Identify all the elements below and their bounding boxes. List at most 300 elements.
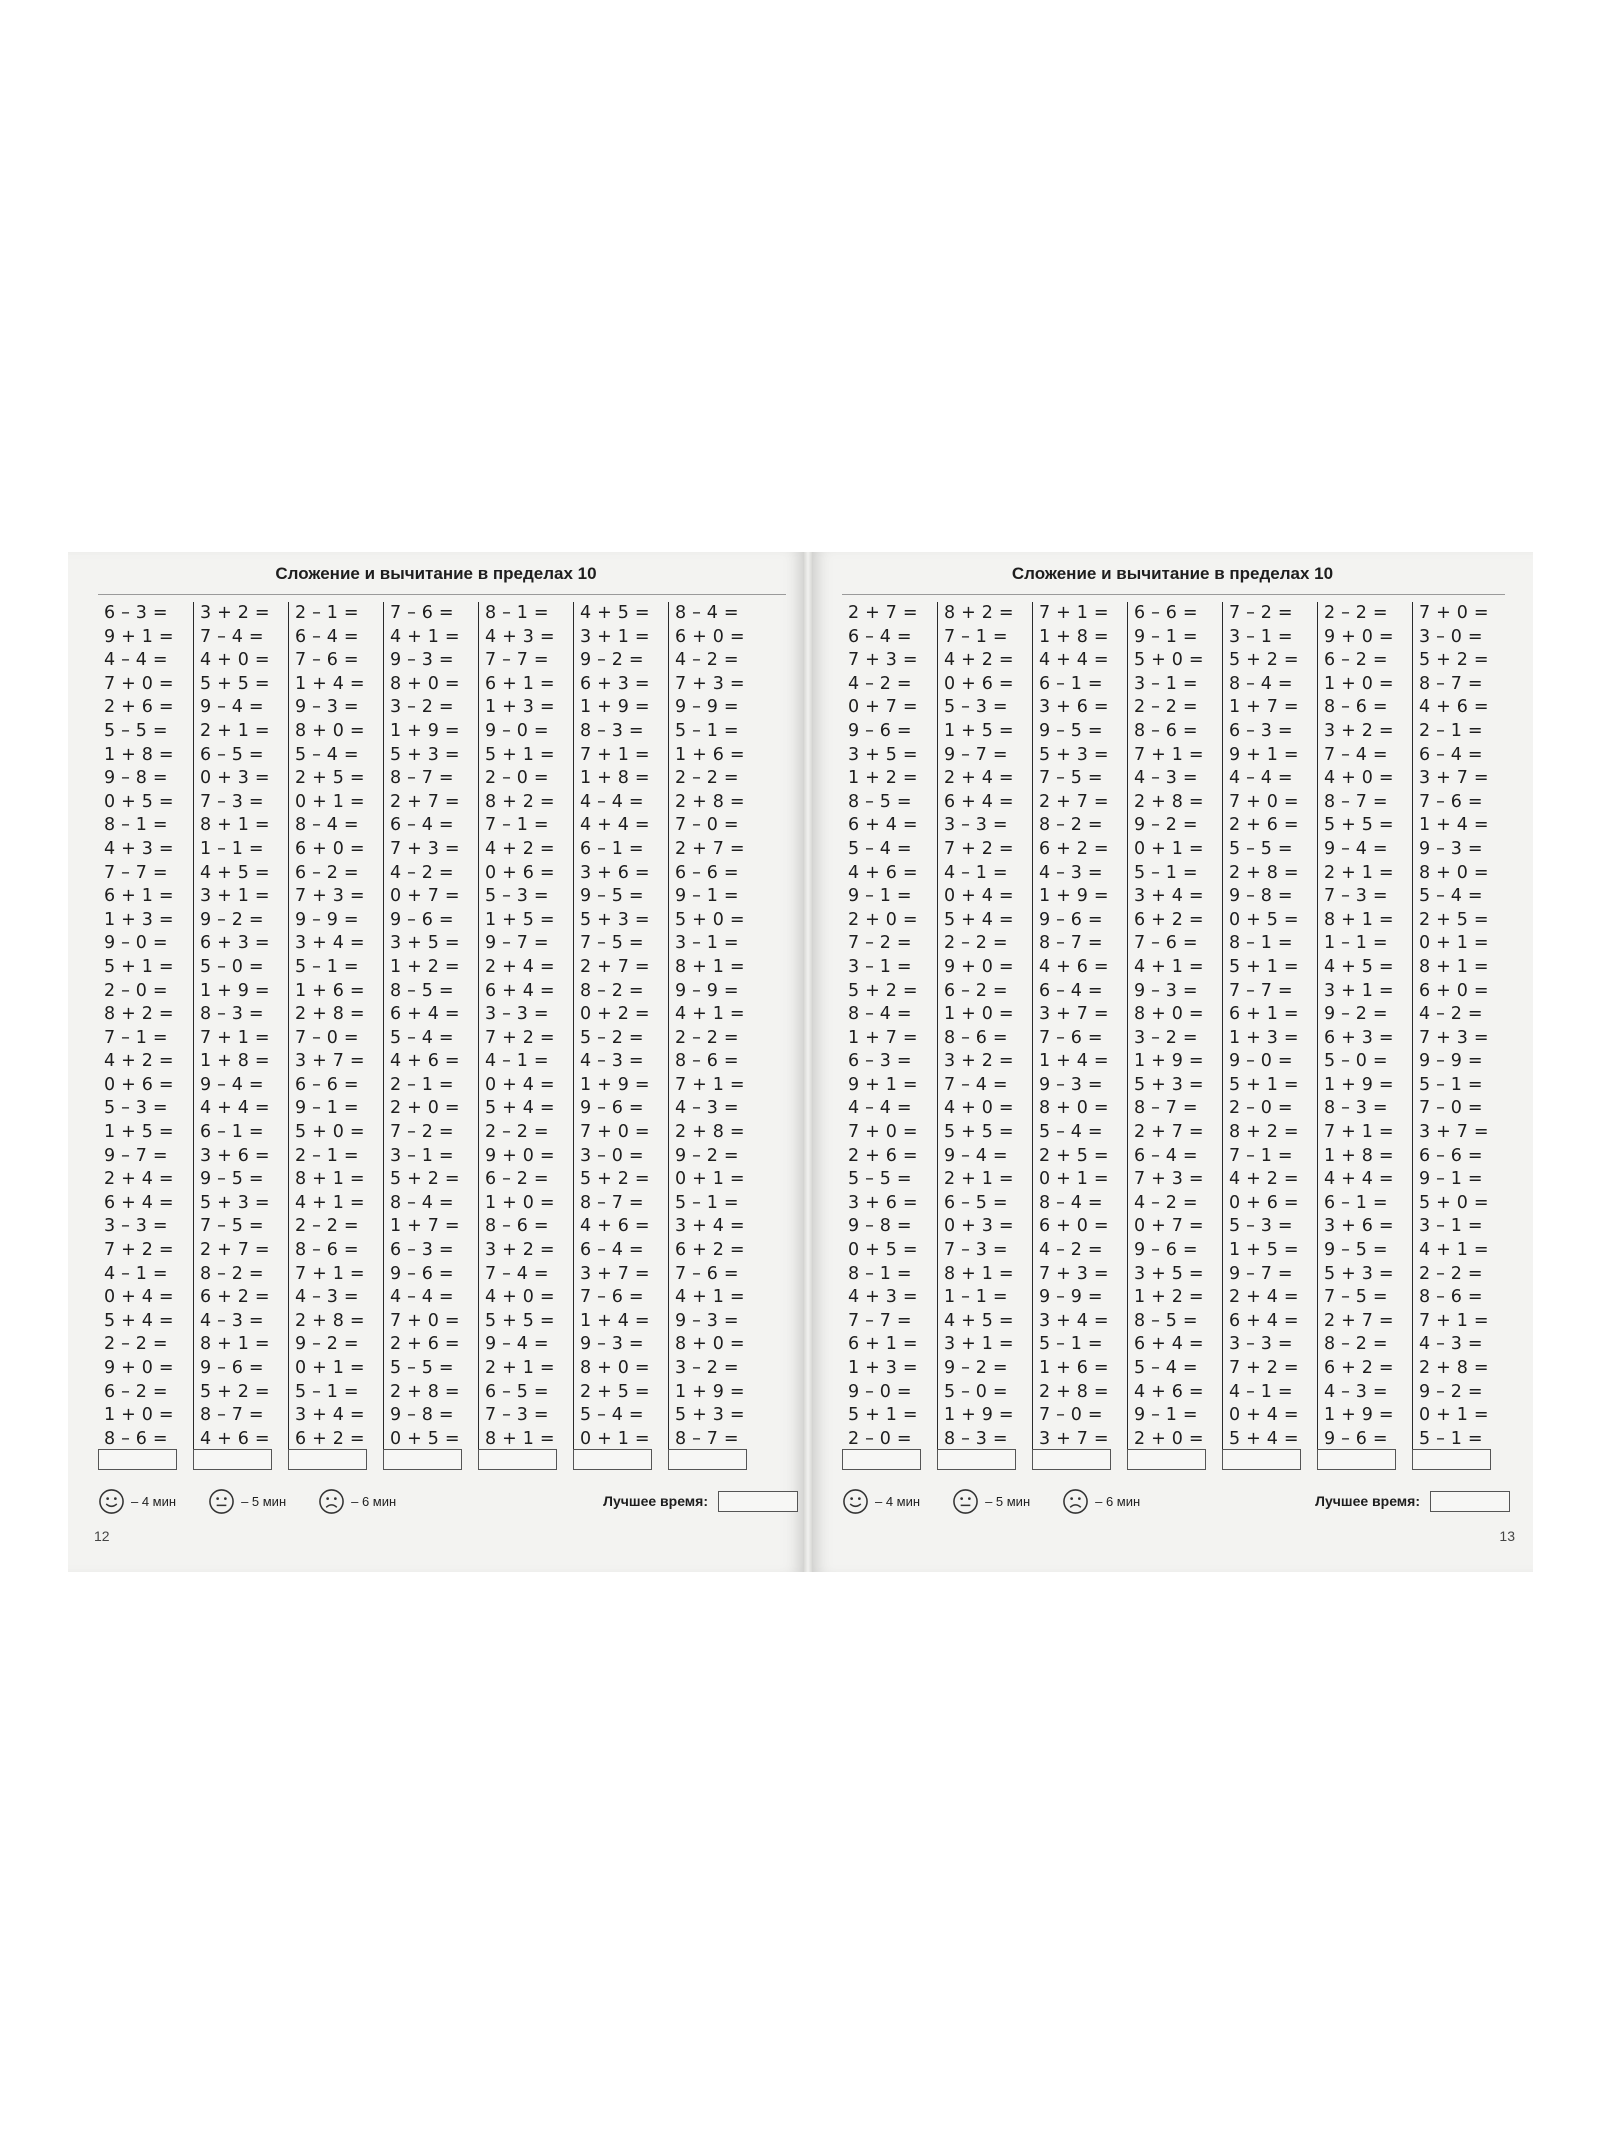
exercise: 0 + 1 =	[675, 1169, 745, 1190]
book-spread	[68, 552, 1533, 1572]
exercise: 7 + 1 =	[1039, 603, 1109, 623]
exercise: 4 + 6 =	[390, 1051, 460, 1072]
exercise: 2 – 2 =	[1324, 603, 1388, 623]
exercise: 8 – 7 =	[1039, 933, 1103, 954]
exercise: 6 – 2 =	[295, 862, 359, 883]
exercise: 9 + 0 =	[485, 1145, 555, 1166]
exercise: 4 – 3 =	[295, 1287, 359, 1308]
exercise: 3 + 2 =	[485, 1240, 555, 1261]
exercise: 8 – 1 =	[1229, 933, 1293, 954]
exercise: 2 + 7 =	[848, 603, 918, 623]
exercise: 7 – 6 =	[390, 603, 454, 623]
time-box[interactable]	[193, 1449, 272, 1470]
time-box[interactable]	[478, 1449, 557, 1470]
exercise: 8 – 4 =	[390, 1192, 454, 1213]
exercise: 9 – 4 =	[485, 1334, 549, 1355]
exercise: 1 + 0 =	[485, 1192, 555, 1213]
happy-face-icon	[98, 1488, 125, 1515]
exercise: 6 – 2 =	[944, 980, 1008, 1001]
exercise: 2 + 8 =	[675, 1122, 745, 1143]
exercise: 2 + 1 =	[200, 720, 270, 741]
exercise: 2 – 0 =	[848, 1428, 912, 1449]
exercise: 9 – 8 =	[1229, 886, 1293, 907]
exercise: 9 – 8 =	[848, 1216, 912, 1237]
exercise: 9 – 8 =	[390, 1405, 454, 1426]
legend-label: – 6 мин	[1095, 1493, 1141, 1509]
exercise: 2 + 1 =	[1324, 862, 1394, 883]
exercise: 7 + 1 =	[295, 1263, 365, 1284]
exercise: 5 + 0 =	[295, 1122, 365, 1143]
exercise: 7 – 1 =	[104, 1027, 168, 1048]
exercise: 5 – 0 =	[1324, 1051, 1388, 1072]
exercise: 8 – 3 =	[580, 720, 644, 741]
exercise: 9 – 6 =	[1134, 1240, 1198, 1261]
time-legend	[842, 1486, 1510, 1516]
exercise: 4 + 1 =	[295, 1192, 365, 1213]
exercise: 1 + 8 =	[580, 768, 650, 789]
exercise: 2 + 4 =	[485, 956, 555, 977]
exercise: 0 + 6 =	[1229, 1192, 1299, 1213]
exercise: 8 + 1 =	[675, 956, 745, 977]
exercise: 9 – 7 =	[485, 933, 549, 954]
exercise: 7 – 6 =	[1039, 1027, 1103, 1048]
exercise: 9 – 9 =	[295, 909, 359, 930]
exercise: 3 – 2 =	[1134, 1027, 1198, 1048]
exercise: 0 + 5 =	[1229, 909, 1299, 930]
exercise: 3 + 7 =	[1039, 1004, 1109, 1025]
exercise: 1 + 9 =	[1324, 1405, 1394, 1426]
exercise-column	[668, 602, 763, 1451]
exercise: 3 – 2 =	[390, 697, 454, 718]
exercise: 2 + 0 =	[1134, 1428, 1204, 1449]
exercise: 4 + 6 =	[1039, 956, 1109, 977]
exercise: 1 + 3 =	[848, 1358, 918, 1378]
exercise: 9 – 6 =	[1039, 909, 1103, 930]
exercise: 4 + 4 =	[1324, 1169, 1394, 1190]
exercise: 0 + 1 =	[1039, 1169, 1109, 1190]
exercise: 9 – 1 =	[295, 1098, 359, 1119]
exercise: 8 – 4 =	[848, 1004, 912, 1025]
exercise: 6 – 1 =	[1324, 1192, 1388, 1213]
exercise: 2 – 2 =	[944, 933, 1008, 954]
exercise: 7 – 4 =	[200, 626, 264, 647]
exercise: 6 + 4 =	[1134, 1334, 1204, 1355]
exercise: 6 – 4 =	[1134, 1145, 1198, 1166]
exercise: 9 – 7 =	[944, 744, 1008, 765]
time-box[interactable]	[1412, 1449, 1491, 1470]
exercise: 1 + 5 =	[944, 720, 1014, 741]
exercise: 5 – 1 =	[1134, 862, 1198, 883]
exercise: 9 – 6 =	[390, 1263, 454, 1284]
exercise: 1 + 9 =	[1039, 886, 1109, 907]
exercise: 5 – 3 =	[1229, 1216, 1293, 1237]
legend-label: – 5 мин	[985, 1493, 1031, 1509]
exercise: 1 – 1 =	[1324, 933, 1388, 954]
time-box[interactable]	[1317, 1449, 1396, 1470]
exercise: 8 + 0 =	[295, 720, 365, 741]
exercise: 7 – 6 =	[1134, 933, 1198, 954]
exercise: 9 – 0 =	[485, 720, 549, 741]
exercise: 8 – 6 =	[1134, 720, 1198, 741]
exercise: 5 + 0 =	[675, 909, 745, 930]
exercise: 3 – 1 =	[390, 1145, 454, 1166]
exercise: 9 – 1 =	[675, 886, 739, 907]
exercise: 9 – 3 =	[1134, 980, 1198, 1001]
exercise: 2 + 1 =	[485, 1358, 555, 1378]
exercise: 2 – 2 =	[675, 1027, 739, 1048]
time-box[interactable]	[842, 1449, 921, 1470]
exercise: 7 – 0 =	[1419, 1098, 1483, 1119]
exercise: 6 – 3 =	[390, 1240, 454, 1261]
exercise: 1 – 1 =	[944, 1287, 1008, 1308]
exercise: 9 – 2 =	[295, 1334, 359, 1355]
exercise: 6 – 5 =	[944, 1192, 1008, 1213]
exercise: 2 + 6 =	[390, 1334, 460, 1355]
exercise: 7 – 5 =	[200, 1216, 264, 1237]
exercise: 8 – 3 =	[200, 1004, 264, 1025]
exercise: 6 – 4 =	[580, 1240, 644, 1261]
exercise: 5 – 1 =	[295, 956, 359, 977]
exercise: 4 – 1 =	[104, 1263, 168, 1284]
exercise: 4 – 4 =	[848, 1098, 912, 1119]
time-box[interactable]	[383, 1449, 462, 1470]
exercise: 5 – 1 =	[295, 1381, 359, 1402]
exercise: 1 + 9 =	[580, 697, 650, 718]
exercise: 6 – 3 =	[104, 603, 168, 623]
exercise: 8 + 2 =	[485, 791, 555, 812]
exercise: 7 + 3 =	[848, 650, 918, 671]
exercise: 4 – 4 =	[1229, 768, 1293, 789]
exercise: 6 – 2 =	[485, 1169, 549, 1190]
exercise: 7 + 2 =	[485, 1027, 555, 1048]
exercise: 4 + 1 =	[390, 626, 460, 647]
exercise: 8 – 4 =	[1039, 1192, 1103, 1213]
exercise: 9 – 3 =	[1039, 1074, 1103, 1095]
exercise: 4 – 2 =	[848, 673, 912, 694]
exercise: 4 + 5 =	[1324, 956, 1394, 977]
exercise: 8 + 0 =	[1419, 862, 1489, 883]
exercise: 7 – 1 =	[1229, 1145, 1293, 1166]
exercise: 4 – 4 =	[390, 1287, 454, 1308]
exercise: 7 + 3 =	[295, 886, 365, 907]
exercise: 3 – 3 =	[485, 1004, 549, 1025]
exercise: 9 – 1 =	[1134, 1405, 1198, 1426]
exercise: 8 + 0 =	[1134, 1004, 1204, 1025]
exercise: 9 – 3 =	[390, 650, 454, 671]
exercise: 8 – 7 =	[200, 1405, 264, 1426]
exercise: 2 + 0 =	[848, 909, 918, 930]
exercise: 2 + 8 =	[295, 1310, 365, 1331]
exercise: 3 + 1 =	[200, 886, 270, 907]
exercise: 1 + 9 =	[390, 720, 460, 741]
exercise: 8 – 7 =	[390, 768, 454, 789]
page-number: 12	[94, 1528, 110, 1544]
exercise: 8 – 1 =	[848, 1263, 912, 1284]
exercise: 0 + 1 =	[1134, 838, 1204, 859]
exercise: 3 + 6 =	[848, 1192, 918, 1213]
exercise: 9 – 2 =	[580, 650, 644, 671]
exercise: 2 + 4 =	[1229, 1287, 1299, 1308]
exercise: 7 – 3 =	[200, 791, 264, 812]
exercise: 4 + 2 =	[485, 838, 555, 859]
exercise: 9 – 9 =	[1039, 1287, 1103, 1308]
exercise: 7 – 4 =	[485, 1263, 549, 1284]
exercise: 9 – 6 =	[390, 909, 454, 930]
exercise-column	[1412, 602, 1507, 1451]
exercise: 1 + 4 =	[295, 673, 365, 694]
exercise: 9 + 1 =	[1229, 744, 1299, 765]
exercise: 2 – 2 =	[104, 1334, 168, 1355]
time-box[interactable]	[288, 1449, 367, 1470]
exercise: 3 + 5 =	[1134, 1263, 1204, 1284]
sad-face-icon	[318, 1488, 345, 1515]
exercise: 6 + 2 =	[1324, 1358, 1394, 1378]
title-divider	[98, 594, 786, 595]
exercise: 5 – 4 =	[848, 838, 912, 859]
page-number: 13	[1499, 1528, 1515, 1544]
exercise: 4 + 6 =	[200, 1428, 270, 1449]
exercise: 6 + 4 =	[485, 980, 555, 1001]
exercise-column	[573, 602, 668, 1451]
exercise: 8 + 1 =	[1419, 956, 1489, 977]
exercise: 6 + 1 =	[848, 1334, 918, 1355]
exercise: 6 + 2 =	[1039, 838, 1109, 859]
exercise: 6 + 2 =	[200, 1287, 270, 1308]
exercise: 4 + 0 =	[485, 1287, 555, 1308]
exercise: 4 + 1 =	[675, 1004, 745, 1025]
exercise: 8 – 1 =	[485, 603, 549, 623]
exercise: 8 + 1 =	[944, 1263, 1014, 1284]
exercise: 3 + 6 =	[200, 1145, 270, 1166]
exercise: 6 – 6 =	[675, 862, 739, 883]
exercise: 3 + 6 =	[1039, 697, 1109, 718]
exercise: 1 + 8 =	[200, 1051, 270, 1072]
exercise: 1 + 5 =	[485, 909, 555, 930]
time-box[interactable]	[937, 1449, 1016, 1470]
exercise: 6 – 6 =	[295, 1074, 359, 1095]
exercise: 1 + 0 =	[944, 1004, 1014, 1025]
exercise: 6 + 4 =	[848, 815, 918, 836]
exercise: 9 – 3 =	[675, 1310, 739, 1331]
exercise: 8 – 2 =	[1324, 1334, 1388, 1355]
exercise: 5 + 4 =	[1229, 1428, 1299, 1449]
exercise: 4 + 6 =	[1419, 697, 1489, 718]
exercise: 2 + 4 =	[944, 768, 1014, 789]
exercise: 7 – 7 =	[1229, 980, 1293, 1001]
exercise: 4 – 3 =	[675, 1098, 739, 1119]
exercise: 1 + 2 =	[1134, 1287, 1204, 1308]
best-time-label: Лучшее время:	[603, 1493, 708, 1509]
exercise: 5 + 4 =	[944, 909, 1014, 930]
exercise: 0 + 1 =	[295, 791, 365, 812]
exercise: 4 + 3 =	[104, 838, 174, 859]
exercise: 9 – 4 =	[200, 1074, 264, 1095]
exercise: 3 + 7 =	[1039, 1428, 1109, 1449]
exercise: 7 + 2 =	[104, 1240, 174, 1261]
exercise-column	[1222, 602, 1317, 1451]
exercise: 7 – 5 =	[580, 933, 644, 954]
exercise: 7 – 1 =	[485, 815, 549, 836]
exercise: 5 + 2 =	[200, 1381, 270, 1402]
exercise: 8 – 7 =	[580, 1192, 644, 1213]
exercise: 2 + 8 =	[1229, 862, 1299, 883]
exercise: 7 – 2 =	[1229, 603, 1293, 623]
exercise: 9 – 0 =	[1229, 1051, 1293, 1072]
exercise: 1 + 0 =	[1324, 673, 1394, 694]
exercise: 5 – 4 =	[1134, 1358, 1198, 1378]
exercise: 6 – 4 =	[390, 815, 454, 836]
exercise: 5 + 3 =	[1134, 1074, 1204, 1095]
exercise: 5 – 3 =	[485, 886, 549, 907]
exercise: 7 + 0 =	[580, 1122, 650, 1143]
exercise: 4 + 0 =	[1324, 768, 1394, 789]
exercise: 7 – 2 =	[848, 933, 912, 954]
exercise: 3 – 3 =	[1229, 1334, 1293, 1355]
legend-label: – 6 мин	[351, 1493, 397, 1509]
exercise: 4 – 3 =	[580, 1051, 644, 1072]
exercise: 9 – 9 =	[1419, 1051, 1483, 1072]
exercise: 8 – 6 =	[295, 1240, 359, 1261]
exercise: 6 – 5 =	[200, 744, 264, 765]
exercise: 5 + 5 =	[1324, 815, 1394, 836]
time-box[interactable]	[573, 1449, 652, 1470]
exercise: 5 – 0 =	[200, 956, 264, 977]
exercise: 3 + 4 =	[675, 1216, 745, 1237]
exercise: 9 – 5 =	[1039, 720, 1103, 741]
exercise: 4 – 1 =	[944, 862, 1008, 883]
time-box[interactable]	[98, 1449, 177, 1470]
exercise: 5 + 2 =	[1229, 650, 1299, 671]
best-time-box[interactable]	[1430, 1491, 1510, 1512]
time-box[interactable]	[1222, 1449, 1301, 1470]
exercise: 8 – 2 =	[200, 1263, 264, 1284]
exercise: 1 + 4 =	[1039, 1051, 1109, 1072]
exercise: 8 + 1 =	[485, 1428, 555, 1449]
exercise: 2 + 7 =	[1039, 791, 1109, 812]
exercise: 3 + 1 =	[944, 1334, 1014, 1355]
exercise: 4 – 1 =	[485, 1051, 549, 1072]
exercise-column	[98, 602, 193, 1451]
exercise: 2 + 8 =	[295, 1004, 365, 1025]
exercise: 1 + 3 =	[104, 909, 174, 930]
exercise: 7 – 7 =	[104, 862, 168, 883]
exercise: 9 – 6 =	[200, 1358, 264, 1378]
exercise: 2 + 8 =	[1134, 791, 1204, 812]
exercise: 2 – 0 =	[485, 768, 549, 789]
exercise: 6 – 1 =	[580, 838, 644, 859]
exercise: 9 – 6 =	[1324, 1428, 1388, 1449]
exercise: 3 + 4 =	[1039, 1310, 1109, 1331]
exercise: 7 – 6 =	[580, 1287, 644, 1308]
exercise: 8 + 1 =	[200, 815, 270, 836]
exercise: 1 – 1 =	[200, 838, 264, 859]
exercise: 4 + 2 =	[944, 650, 1014, 671]
exercise: 4 – 2 =	[675, 650, 739, 671]
exercise: 8 – 2 =	[580, 980, 644, 1001]
exercise: 4 + 5 =	[580, 603, 650, 623]
exercise: 5 – 1 =	[1039, 1334, 1103, 1355]
exercise: 3 + 1 =	[1324, 980, 1394, 1001]
exercise-column	[842, 602, 937, 1451]
exercise: 9 – 6 =	[580, 1098, 644, 1119]
exercise: 5 + 5 =	[485, 1310, 555, 1331]
best-time-label: Лучшее время:	[1315, 1493, 1420, 1509]
exercise: 1 + 0 =	[104, 1405, 174, 1426]
exercise: 4 + 1 =	[675, 1287, 745, 1308]
time-box[interactable]	[1127, 1449, 1206, 1470]
exercise: 6 + 4 =	[104, 1192, 174, 1213]
exercise: 8 + 0 =	[1039, 1098, 1109, 1119]
exercise: 9 – 2 =	[675, 1145, 739, 1166]
exercise: 7 – 3 =	[485, 1405, 549, 1426]
exercise: 1 + 3 =	[485, 697, 555, 718]
exercise: 4 – 2 =	[390, 862, 454, 883]
exercise: 7 – 7 =	[485, 650, 549, 671]
time-box[interactable]	[668, 1449, 747, 1470]
exercise: 3 + 7 =	[295, 1051, 365, 1072]
exercise: 5 – 1 =	[1419, 1428, 1483, 1449]
legend-item	[208, 1488, 286, 1515]
exercise: 7 + 0 =	[104, 673, 174, 694]
exercise: 1 + 4 =	[580, 1310, 650, 1331]
legend-item	[98, 1488, 176, 1515]
exercise: 8 + 0 =	[675, 1334, 745, 1355]
exercise: 1 + 6 =	[1039, 1358, 1109, 1378]
exercise: 8 – 3 =	[1324, 1098, 1388, 1119]
exercise: 2 + 6 =	[1229, 815, 1299, 836]
exercise: 7 + 1 =	[1134, 744, 1204, 765]
exercise: 0 + 1 =	[1419, 1405, 1489, 1426]
neutral-face-icon	[208, 1488, 235, 1515]
exercise: 6 + 2 =	[295, 1428, 365, 1449]
exercise: 2 – 0 =	[104, 980, 168, 1001]
exercise: 8 – 7 =	[1134, 1098, 1198, 1119]
exercise: 0 + 1 =	[1419, 933, 1489, 954]
exercise: 9 – 7 =	[104, 1145, 168, 1166]
exercise: 2 + 7 =	[580, 956, 650, 977]
exercise: 4 – 3 =	[1419, 1334, 1483, 1355]
exercise: 5 + 3 =	[390, 744, 460, 765]
exercise: 0 + 7 =	[848, 697, 918, 718]
exercise: 7 – 2 =	[390, 1122, 454, 1143]
exercise: 7 – 3 =	[1324, 886, 1388, 907]
exercise: 6 – 1 =	[200, 1122, 264, 1143]
exercise: 2 – 2 =	[1419, 1263, 1483, 1284]
exercise: 2 + 0 =	[390, 1098, 460, 1119]
exercise: 3 + 2 =	[944, 1051, 1014, 1072]
exercise: 5 + 1 =	[1229, 956, 1299, 977]
exercise: 9 – 0 =	[104, 933, 168, 954]
time-box[interactable]	[1032, 1449, 1111, 1470]
exercise: 9 – 1 =	[848, 886, 912, 907]
exercise: 4 + 4 =	[200, 1098, 270, 1119]
exercise: 7 + 3 =	[390, 838, 460, 859]
exercise: 7 – 5 =	[1324, 1287, 1388, 1308]
exercise: 9 + 0 =	[104, 1358, 174, 1378]
best-time-box[interactable]	[718, 1491, 798, 1512]
exercise: 6 – 2 =	[104, 1381, 168, 1402]
exercise: 6 + 2 =	[675, 1240, 745, 1261]
exercise: 3 – 0 =	[580, 1145, 644, 1166]
exercise: 4 + 5 =	[944, 1310, 1014, 1331]
exercise: 5 – 4 =	[390, 1027, 454, 1048]
exercise: 5 – 5 =	[390, 1358, 454, 1378]
exercise: 5 + 2 =	[580, 1169, 650, 1190]
exercise: 4 – 2 =	[1039, 1240, 1103, 1261]
exercise: 9 + 1 =	[848, 1074, 918, 1095]
legend-label: – 5 мин	[241, 1493, 287, 1509]
exercise: 2 – 1 =	[1419, 720, 1483, 741]
